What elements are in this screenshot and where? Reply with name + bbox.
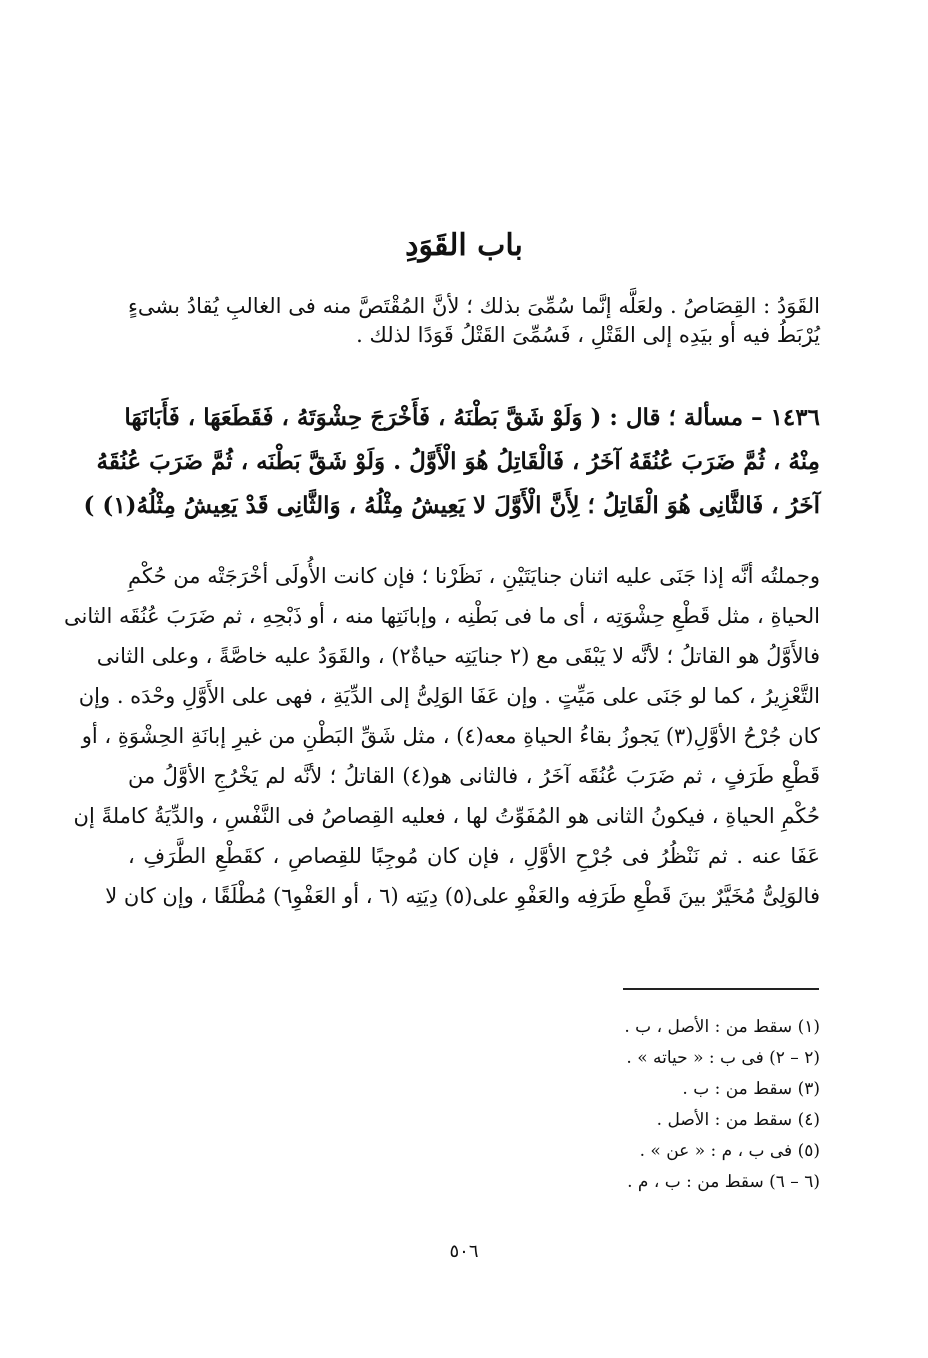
commentary-line: عَفَا عنه . ثم نَنْظُرُ فى جُرْحِ الأوَّلِ ، فإن كان مُوجِبًا للقِصاصِ ، كقَطْعِ الطَّرَفِ ، [128,844,820,868]
commentary-line: وجملتُه أنَّه إذا جَنَى عليه اثنان جنايَتَيْنِ ، نَظَرْنا ؛ فإن كانت الأُولَى أخْرَجَتْه من حُكْمِ [128,564,820,588]
intro-line: يُرْبَطُ فيه أو بيَدِه إلى القَتْلِ ، فَسُمِّىَ القَتْلُ قَوَدًا لذلك . [356,323,820,347]
chapter-title: باب القَوَدِ [405,228,523,263]
commentary-line: فالأَوَّلُ هو القاتلُ ؛ لأنَّه لا يَبْقَى مع (٢ جنايَتِه حياةٌ٢) ، والقَوَدُ عليه خاصَّةً ، وعلى الثانى [96,644,820,668]
commentary-line: قَطْعِ طَرَفٍ ، ثم ضَرَبَ عُنُقَه آخَرُ ، فالثانى هو(٤) القاتلُ ؛ لأنَّه لم يَخْرُجِ الأوَّلُ من [128,764,820,788]
footnote: (٢ – ٢) فى ب : « حياته » . [626,1048,820,1068]
intro-line: القَوَدُ : القِصَاصُ . ولعَلَّه إنَّما سُمِّىَ بذلك ؛ لأنَّ المُقْتَصَّ منه فى الغالبِ يُقادُ بشىءٍ [128,294,820,318]
commentary-line: كان جُرْحُ الأوَّلِ(٣) يَجوزُ بقاءُ الحياةِ معه(٤) ، مثل شَقِّ البَطْنِ من غيرِ إبانَةِ الحِشْوَةِ ، أو [81,724,820,748]
intro-paragraph [128,292,820,350]
footnote: (٤) سقط من : الأصل . [656,1110,820,1130]
commentary-line: فالوَلِىُّ مُخَيَّرٌ بينَ قَطْعِ طَرَفِه والعَفْوِ على(٥) دِيَتِه (٦ ، أو العَفْوِ٦) مُطْلَقًا ، وإن كان لا [105,884,820,908]
ruling-line: آخَرُ ، فَالثَّانِى هُوَ الْقَاتِلُ ؛ لِأَنَّ الْأَوَّلَ لا يَعِيشُ مِثْلُهُ ، وَالثَّانِى قَدْ يَعِيشُ مِثْلُهُ(١) ) [83,492,820,519]
footnote: (٦ – ٦) سقط من : ب ، م . [627,1172,820,1192]
footnote-separator [623,988,819,990]
footnote: (٣) سقط من : ب . [682,1079,820,1099]
commentary-line: حُكْمِ الحياةِ ، فيكونُ الثانى هو المُفَوِّتُ لها ، فعليه القِصاصُ فى النَّفْسِ ، والدِّيَةُ كاملةً إن [73,804,820,828]
ruling-line: مِنْهُ ، ثُمَّ ضَرَبَ عُنُقَهُ آخَرُ ، فَالْقَاتِلُ هُوَ الْأَوَّلُ . وَلَوْ شَقَّ بَطْنَه ، ثُمَّ ضَرَبَ عُنُقَهُ [96,448,820,475]
page-number: ٥٠٦ [449,1241,479,1262]
footnote: (١) سقط من : الأصل ، ب . [624,1017,820,1037]
commentary-paragraph [63,556,820,916]
footnote: (٥) فى ب ، م : « عن » . [639,1141,820,1161]
commentary-line: الحياةِ ، مثل قَطْعِ حِشْوَتِه ، أى ما فى بَطْنِه ، وإبانَتِها منه ، أو ذَبْحِهِ ، ثم ضَرَبَ عُنُقَه الثانى [63,604,820,628]
ruling-paragraph [83,396,820,528]
footnotes [400,1012,820,1198]
commentary-line: التَّعْزِيرُ ، كما لو جَنَى على مَيِّتٍ . وإن عَفَا الوَلِىُّ إلى الدِّيَةِ ، فهى على الأَوَّلِ وحْدَه . وإن [78,684,820,708]
ruling-line: ١٤٣٦ – مسألة ؛ قال : ( وَلَوْ شَقَّ بَطْنَهُ ، فَأَخْرَجَ حِشْوَتَهُ ، فَقَطَعَهَا ، فَأَبَانَهَا [124,404,820,431]
